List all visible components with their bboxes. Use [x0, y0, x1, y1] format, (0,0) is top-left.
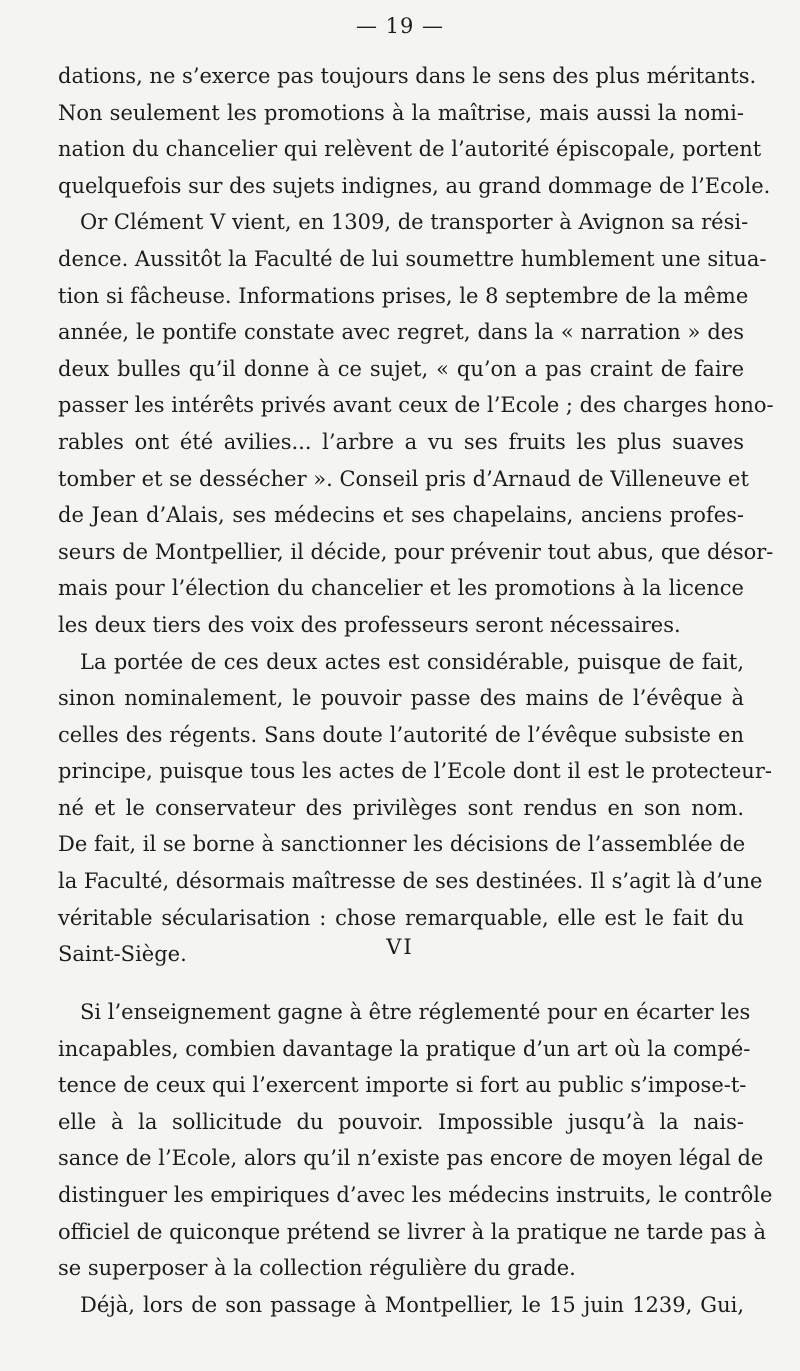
text-line: année, le pontife constate avec regret, dans la « narration » des — [58, 320, 744, 345]
text-line: sance de l’Ecole, alors qu’il n’existe pas encore de moyen légal de — [58, 1146, 764, 1171]
text-line: officiel de quiconque prétend se livrer à la pratique ne tarde pas à — [58, 1219, 767, 1244]
text-line: rables ont été avilies... l’arbre a vu ses fruits les plus suaves — [58, 429, 744, 454]
text-line: tence de ceux qui l’exercent importe si fort au public s’impose-t- — [58, 1073, 747, 1098]
text-line: De fait, il se borne à sanctionner les décisions de l’assemblée de — [58, 832, 746, 857]
text-line: véritable sécularisation : chose remarquable, elle est le fait du — [58, 905, 744, 930]
text-line: se superposer à la collection régulière du grade. — [58, 1256, 576, 1281]
text-line: de Jean d’Alais, ses médecins et ses chapelains, anciens profes- — [58, 503, 744, 528]
text-line: passer les intérêts privés avant ceux de l’Ecole ; des charges hono- — [58, 393, 774, 418]
text-line: elle à la sollicitude du pouvoir. Impossible jusqu’à la nais- — [58, 1109, 744, 1134]
text-line: mais pour l’élection du chancelier et les promotions à la licence — [58, 576, 744, 601]
text-line: celles des régents. Sans doute l’autorité de l’évêque subsiste en — [58, 722, 744, 747]
text-line: incapables, combien davantage la pratique d’un art où la compé- — [58, 1036, 751, 1061]
text-line: seurs de Montpellier, il décide, pour prévenir tout abus, que désor- — [58, 539, 774, 564]
text-line: quelquefois sur des sujets indignes, au grand dommage de l’Ecole. — [58, 173, 771, 198]
text-line: dations, ne s’exerce pas toujours dans le sens des plus méritants. — [58, 64, 757, 88]
paragraph-block-section-5 — [58, 58, 774, 973]
text-line: la Faculté, désormais maîtresse de ses destinées. Il s’agit là d’une — [58, 869, 763, 894]
text-line: tion si fâcheuse. Informations prises, le 8 septembre de la même — [58, 283, 749, 308]
text-line: Or Clément V vient, en 1309, de transporter à Avignon sa rési- — [80, 210, 749, 235]
section-heading: VI — [386, 935, 414, 959]
text-line: La portée de ces deux actes est considérable, puisque de fait, — [80, 649, 744, 674]
text-line: Saint-Siège. — [58, 942, 187, 967]
text-line: dence. Aussitôt la Faculté de lui soumettre humblement une situa- — [58, 246, 767, 271]
text-line: né et le conservateur des privilèges sont rendus en son nom. — [58, 795, 744, 820]
paragraph-block-section-6 — [58, 994, 773, 1323]
text-line: tomber et se dessécher ». Conseil pris d’Arnaud de Villeneuve et — [58, 466, 749, 491]
text-line: Non seulement les promotions à la maîtrise, mais aussi la nomi- — [58, 100, 744, 125]
text-line: sinon nominalement, le pouvoir passe des mains de l’évêque à — [58, 686, 744, 711]
text-line: Déjà, lors de son passage à Montpellier, le 15 juin 1239, Gui, — [80, 1292, 744, 1317]
text-line: distinguer les empiriques d’avec les médecins instruits, le contrôle — [58, 1182, 773, 1207]
text-line: les deux tiers des voix des professeurs seront nécessaires. — [58, 612, 681, 637]
text-line: principe, puisque tous les actes de l’Ecole dont il est le protecteur- — [58, 759, 772, 784]
page-number: — 19 — — [355, 14, 445, 38]
text-line: Si l’enseignement gagne à être réglementé pour en écarter les — [80, 1000, 751, 1024]
text-line: deux bulles qu’il donne à ce sujet, « qu’on a pas craint de faire — [58, 356, 744, 381]
text-line: nation du chancelier qui relèvent de l’autorité épiscopale, portent — [58, 137, 762, 162]
